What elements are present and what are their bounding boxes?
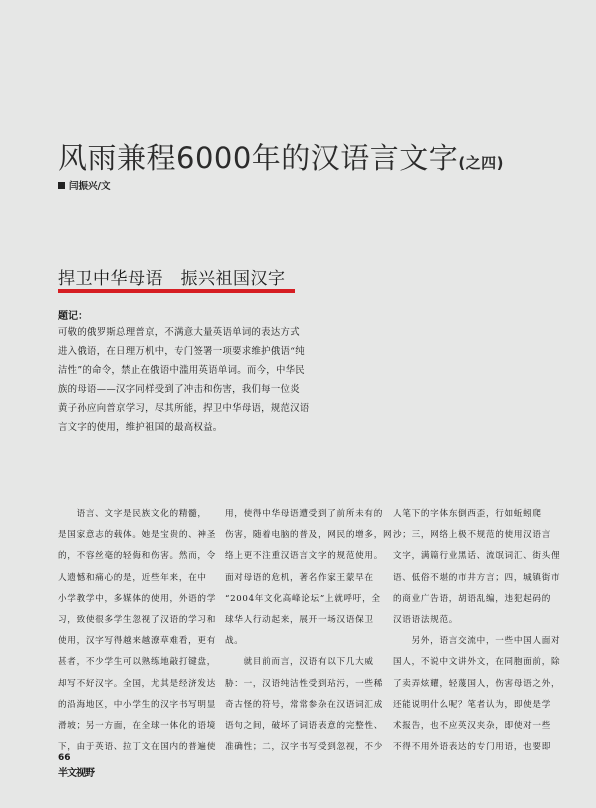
body-line: 国人，不说中文讲外文，在同胞面前，除 <box>393 657 561 668</box>
author-name: 闫振兴/文 <box>69 181 111 192</box>
body-line: 小学教学中，多媒体的使用，外语的学 <box>58 593 216 604</box>
body-line: 的商业广告语，胡语乱编，违犯起码的 <box>393 593 551 604</box>
publication-name: 半文视野 <box>58 768 94 779</box>
page-number: 66 <box>58 753 71 763</box>
body-line: 的，不容丝毫的轻侮和伤害。然而，令 <box>58 551 216 562</box>
body-column-2 <box>225 504 393 758</box>
body-line: 人笔下的字体东倒西歪，行如蚯蚓爬 <box>393 509 542 519</box>
heading-underline <box>58 289 295 293</box>
body-line: 甚者，不少学生可以熟练地敲打键盘， <box>58 657 216 668</box>
body-line: 还能说明什么呢？笔者认为，即使是学 <box>393 699 551 710</box>
preface-label: 题记： <box>58 311 88 322</box>
body-line: 用，使得中华母语遭受到了前所未有的 <box>225 509 383 519</box>
body-line: 语句之间，破坏了词语表意的完整性、 <box>225 721 383 732</box>
section-heading: 捍卫中华母语 振兴祖国汉字 <box>58 269 286 289</box>
body-line: 使用，汉字写得越来越潦草难看，更有 <box>58 636 216 647</box>
author-byline <box>58 178 110 192</box>
body-line: 语言、文字是民族文化的精髓， <box>58 509 207 519</box>
body-line: 奇古怪的符号，常常参杂在汉语词汇成 <box>225 699 383 710</box>
preface-line: 可敬的俄罗斯总理普京，不满意大量英语单词的表达方式 <box>58 327 300 338</box>
body-line: “2004年文化高峰论坛”上就呼吁，全 <box>225 593 381 604</box>
preface-text <box>58 323 308 437</box>
body-line: 战。 <box>225 636 244 647</box>
preface-line: 洁性”的命令，禁止在俄语中滥用英语单词。而今，中华民 <box>58 365 305 376</box>
body-line: 滑坡；另一方面，在全球一体化的语境 <box>58 721 216 732</box>
body-column-1 <box>58 504 216 758</box>
body-line: 就目前而言，汉语有以下几大威 <box>225 657 374 668</box>
body-line: 术报告，也不应英汉夹杂，即使对一些 <box>393 721 551 732</box>
body-line: 了卖弄炫耀，轻蔑国人，伤害母语之外， <box>393 678 561 689</box>
body-line: 不得不用外语表达的专门用语，也要即 <box>393 742 551 753</box>
square-bullet-icon <box>58 182 65 189</box>
body-line: 的沿海地区，中小学生的汉字书写明显 <box>58 699 216 710</box>
preface-line: 言文字的使用，维护祖国的最高权益。 <box>58 422 223 433</box>
body-line: 面对母语的危机，著名作家王蒙早在 <box>225 572 374 583</box>
body-line: 人遗憾和痛心的是，近些年来，在中 <box>58 572 207 583</box>
body-line: 络上更不注重汉语言文字的规范使用。 <box>225 551 383 562</box>
body-line: 却写不好汉字。全国，尤其是经济发达 <box>58 678 216 689</box>
body-line: 是国家意志的载体。她是宝贵的、神圣 <box>58 530 216 541</box>
body-line: 沙；三，网络上极不规范的使用汉语言 <box>393 530 551 541</box>
article-title-main: 风雨兼程6000年的汉语言文字 <box>58 141 459 175</box>
body-line: 球华人行动起来，展开一场汉语保卫 <box>225 615 374 626</box>
preface-line: 族的母语——汉字同样受到了冲击和伤害，我们每一位炎 <box>58 384 300 395</box>
body-line: 汉语语法规范。 <box>393 615 459 626</box>
body-line: 伤害，随着电脑的普及，网民的增多，网 <box>225 530 393 541</box>
body-line: 语、低俗不堪的市井方言；四，城镇街市 <box>393 572 561 583</box>
body-column-3 <box>393 504 561 758</box>
preface-line: 黄子孙应向普京学习，尽其所能，捍卫中华母语，规范汉语 <box>58 403 310 414</box>
article-title <box>58 136 504 177</box>
body-line: 另外，语言交流中，一些中国人面对 <box>393 636 561 647</box>
body-line: 习，致使很多学生忽视了汉语的学习和 <box>58 615 216 626</box>
body-line: 下，由于英语、拉丁文在国内的普遍使 <box>58 742 216 753</box>
preface-line: 进入俄语，在日理万机中，专门签署一项要求维护俄语“纯 <box>58 346 305 357</box>
body-line: 胁：一，汉语纯洁性受到玷污，一些稀 <box>225 678 383 689</box>
article-title-sub: (之四) <box>458 154 505 172</box>
body-line: 准确性；二，汉字书写受到忽视，不少 <box>225 742 383 753</box>
body-line: 文字，满篇行业黑话、流氓词汇、街头俚 <box>393 551 561 562</box>
